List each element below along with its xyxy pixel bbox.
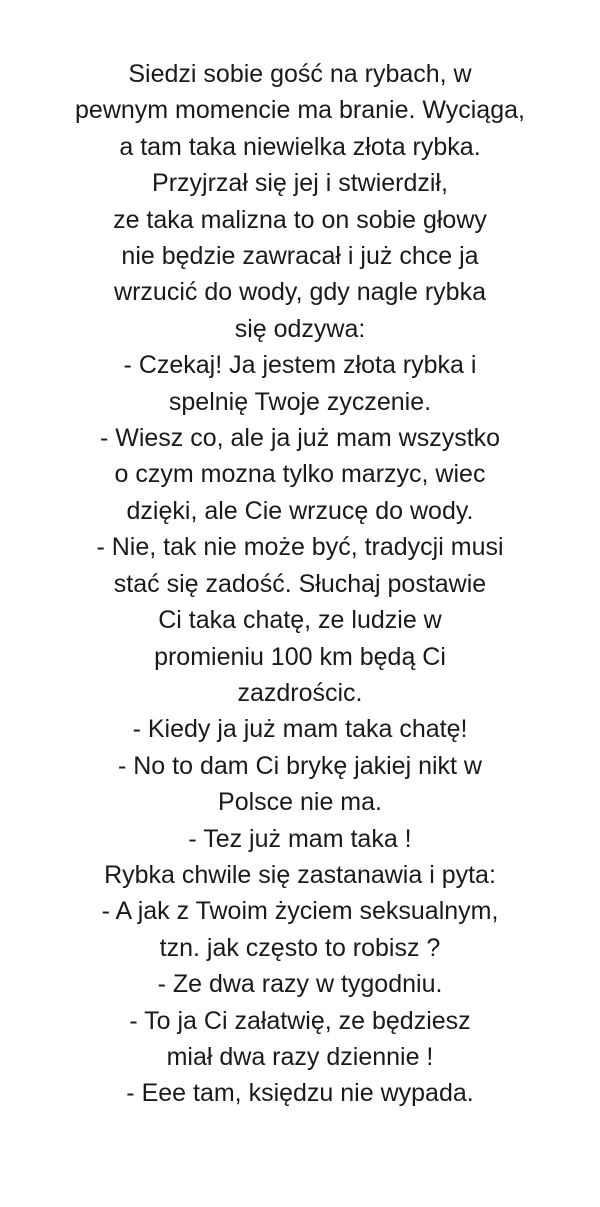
text-line: wrzucić do wody, gdy nagle rybka <box>114 278 486 307</box>
joke-text <box>0 56 600 1112</box>
text-line: tzn. jak często to robisz ? <box>159 933 441 962</box>
text-line: promieniu 100 km będą Ci <box>154 642 446 671</box>
text-line: zazdrościc. <box>237 678 363 707</box>
text-line: Ci taka chatę, ze ludzie w <box>158 606 442 635</box>
text-line: - Nie, tak nie może być, tradycji musi <box>96 533 504 562</box>
text-line: miał dwa razy dziennie ! <box>166 1042 434 1071</box>
text-line: Rybka chwile się zastanawia i pyta: <box>104 860 496 889</box>
text-line: stać się zadość. Słuchaj postawie <box>113 569 487 598</box>
text-line: Siedzi sobie gość na rybach, w <box>128 60 472 88</box>
text-line: o czym mozna tylko marzyc, wiec <box>114 460 486 489</box>
text-line: - Eee tam, księdzu nie wypada. <box>126 1079 474 1108</box>
text-line: Polsce nie ma. <box>218 788 382 817</box>
text-line: a tam taka niewielka złota rybka. <box>119 132 481 161</box>
text-line: - A jak z Twoim życiem seksualnym, <box>101 897 499 926</box>
text-line: - Ze dwa razy w tygodniu. <box>157 970 443 999</box>
text-line: - Kiedy ja już mam taka chatę! <box>132 715 468 744</box>
text-line: się odzywa: <box>234 314 366 343</box>
text-line: - To ja Ci załatwię, ze będziesz <box>129 1006 471 1035</box>
text-line: - Wiesz co, ale ja już mam wszystko <box>99 424 501 453</box>
text-line: Przyjrzał się jej i stwierdził, <box>152 169 448 198</box>
text-line: - No to dam Ci brykę jakiej nikt w <box>117 751 482 780</box>
text-line: spelnię Twoje zyczenie. <box>168 387 432 416</box>
text-line: dzięki, ale Cie wrzucę do wody. <box>126 496 474 525</box>
text-line: - Tez już mam taka ! <box>188 824 412 853</box>
text-line: pewnym momencie ma branie. Wyciąga, <box>75 96 525 125</box>
text-line: - Czekaj! Ja jestem złota rybka i <box>123 351 477 380</box>
text-line: nie będzie zawracał i już chce ja <box>121 242 479 271</box>
text-line: ze taka malizna to on sobie głowy <box>113 205 487 234</box>
